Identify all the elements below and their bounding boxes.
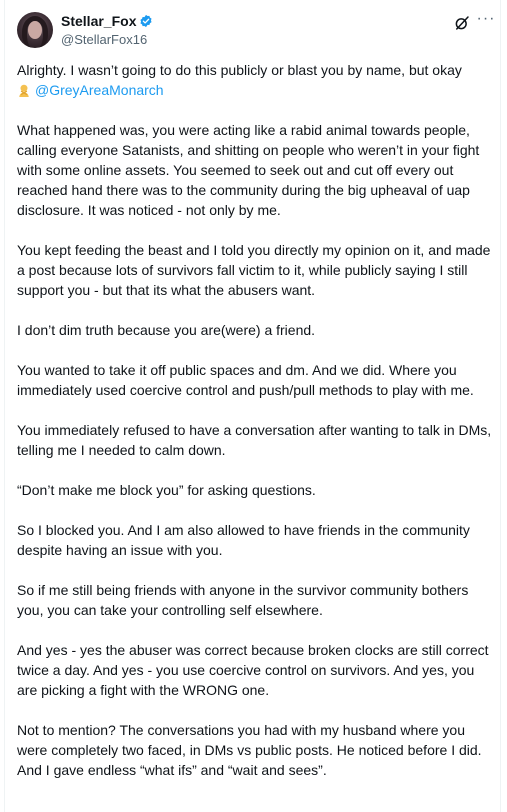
verified-badge-icon [139,14,153,28]
intro-text: Alrighty. I wasn’t going to do this publicly or blast you by name, but okay [17,62,462,78]
post-text [17,60,495,800]
post-intro-paragraph [17,60,495,100]
post-paragraph: And yes - yes the abuser was correct because broken clocks are still correct twice a day. And yes - you use coercive control on survivors. And yes, you are picking a fight with the WRONG one. [17,642,489,698]
post-header [61,12,153,47]
post-paragraph: You immediately refused to have a conversation after wanting to talk in DMs, telling me I needed to calm down. [17,422,492,458]
display-name[interactable]: Stellar_Fox [61,13,137,29]
mention-link[interactable]: @GreyAreaMonarch [35,82,164,98]
avatar[interactable] [17,12,53,48]
post-paragraph: So if me still being friends with anyone in the survivor community bothers you, you can take your controlling self elsewhere. [17,582,469,618]
grok-icon[interactable] [453,14,471,32]
post-paragraph: So I blocked you. And I am also allowed to have friends in the community despite having an issue with you. [17,522,470,558]
post-paragraph: You wanted to take it off public spaces and dm. And we did. Where you immediately used coercive control and push/pull methods to play with me. [17,362,474,398]
post-paragraph: You kept feeding the beast and I told you directly my opinion on it, and made a post because lots of survivors fall victim to it, while publicly saying I still support you - but that its what the abusers want. [17,242,491,298]
more-options-icon[interactable]: ··· [476,10,496,27]
person-gesturing-no-emoji [17,83,31,97]
post-card [4,0,501,812]
avatar-face [28,21,42,39]
post-paragraph: I don’t dim truth because you are(were) a friend. [17,322,316,338]
display-name-row [61,12,153,30]
post-paragraph: “Don’t make me block you” for asking questions. [17,482,316,498]
post-paragraph: Not to mention? The conversations you had with my husband where you were completely two faced, in DMs vs public posts. He noticed before I did. And I gave endless “what ifs” and “wait and sees”. [17,722,482,778]
author-handle[interactable]: @StellarFox16 [61,32,148,47]
post-paragraph: What happened was, you were acting like a rabid animal towards people, calling everyone Satanists, and shitting on people who weren’t in your fight with some online assets. You seemed to seek out and cut off every out reached hand there was to the community during the big upheaval of uap disclosure. It was noticed - not only by me. [17,122,480,218]
